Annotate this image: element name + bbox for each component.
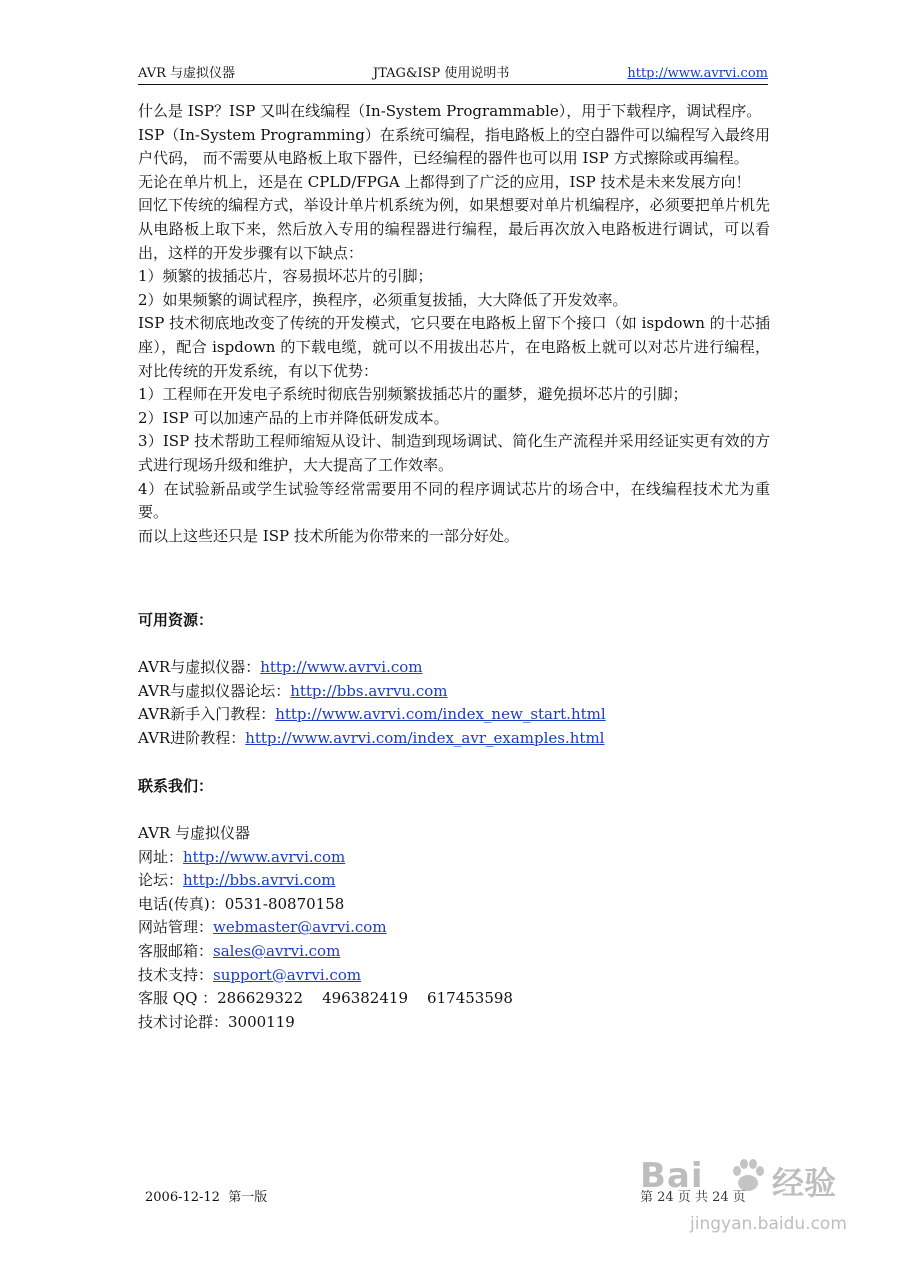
paragraph: 而以上这些还只是 ISP 技术所能为你带来的一部分好处。 [138,526,519,545]
header-website-link[interactable]: http://www.avrvi.com [627,66,768,81]
resource-link[interactable]: http://www.avrvi.com/index_avr_examples.html [245,728,605,747]
contact-group: 技术讨论群：3000119 [138,1012,295,1031]
list-item [138,680,770,704]
contact-qq: 客服 QQ ：286629322 496382419 617453598 [138,989,513,1008]
baidu-watermark [640,1150,860,1260]
footer-page-number: 第 24 页 共 24 页 [640,1190,746,1205]
list-item: 3）ISP 技术帮助工程师缩短从设计、制造到现场调试、简化生产流程并采用经证实更有效的方式进行现场升级和维护，大大提高了工作效率。 [138,432,770,474]
list-item: 1）频繁的拔插芯片，容易损坏芯片的引脚； [138,267,433,286]
contact-label: 客服邮箱： [138,941,214,960]
resource-link[interactable]: http://bbs.avrvu.com [290,681,448,700]
header-left-title: AVR 与虚拟仪器 [138,66,236,81]
list-item [138,869,770,893]
sales-email-link[interactable]: sales@avrvi.com [213,941,341,960]
resource-label: AVR与虚拟仪器： [138,658,261,676]
resource-label: AVR与虚拟仪器论坛： [138,681,291,700]
resources-heading: 可用资源： [138,611,214,629]
resource-link[interactable]: http://www.avrvi.com/index_new_start.html [275,705,606,724]
paragraph: ISP 技术彻底地改变了传统的开发模式，它只要在电路板上留下个接口（如 ispdown 的十芯插座），配合 ispdown 的下载电缆，就可以不用拔出芯片，在电路板上就可以对芯片进行编程，对比传统的开发系统，有以下优势： [138,314,770,380]
intro-text [138,100,770,548]
header-center-title: JTAG&ISP 使用说明书 [373,66,510,81]
list-item: 2）ISP 可以加速产品的上市并降低研发成本。 [138,408,449,427]
contact-label: 技术支持： [138,965,214,984]
list-item [138,656,770,680]
list-item [138,964,770,988]
contact-heading: 联系我们： [138,777,214,795]
resource-link[interactable]: http://www.avrvi.com [260,658,423,676]
website-link[interactable]: http://www.avrvi.com [183,847,346,866]
paragraph: 无论在单片机上，还是在 CPLD/FPGA 上都得到了广泛的应用，ISP 技术是未来发展方向！ [138,172,751,191]
header-rule [138,84,768,85]
paragraph: ISP（In-System Programming）在系统可编程，指电路板上的空白器件可以编程写入最终用户代码， 而不需要从电路板上取下器件，已经编程的器件也可以用 ISP 方式擦除或再编程。 [138,125,770,168]
list-item: 1）工程师在开发电子系统时彻底告别频繁拔插芯片的噩梦，避免损坏芯片的引脚； [138,385,688,404]
list-item [138,727,770,751]
footer-date: 2006-12-12 第一版 [145,1190,268,1205]
watermark-url: jingyan.baidu.com [690,1214,847,1234]
page-header [138,66,768,84]
contact-phone: 电话(传真)：0531-80870158 [138,894,345,913]
watermark-brand-suffix: 经验 [772,1164,837,1202]
resource-label: AVR新手入门教程： [138,705,276,724]
list-item [138,846,770,870]
paragraph: 什么是 ISP？ISP 又叫在线编程（In-System Programmable），用于下载程序，调试程序。 [138,102,762,120]
paw-icon [728,1156,768,1196]
list-item: 2）如果频繁的调试程序，换程序，必须重复拔插，大大降低了开发效率。 [138,290,628,309]
contact-label: 网址： [138,847,184,866]
support-email-link[interactable]: support@avrvi.com [213,965,362,984]
contact-label: 网站管理： [138,918,214,937]
forum-link[interactable]: http://bbs.avrvi.com [183,871,336,890]
resources-list [138,656,770,750]
list-item [138,703,770,727]
admin-email-link[interactable]: webmaster@avrvi.com [213,918,387,937]
contact-org: AVR 与虚拟仪器 [138,824,250,842]
contact-label: 论坛： [138,871,184,890]
watermark-brand: Bai [640,1156,704,1196]
paragraph: 回忆下传统的编程方式，举设计单片机系统为例，如果想要对单片机编程序，必须要把单片机先从电路板上取下来，然后放入专用的编程器进行编程，最后再次放入电路板进行调试，可以看出，这样的开发步骤有以下缺点： [138,196,770,262]
list-item [138,940,770,964]
contact-list [138,822,770,1034]
resource-label: AVR进阶教程： [138,728,246,747]
list-item: 4）在试验新品或学生试验等经常需要用不同的程序调试芯片的场合中，在线编程技术尤为重要。 [138,479,770,522]
list-item [138,916,770,940]
